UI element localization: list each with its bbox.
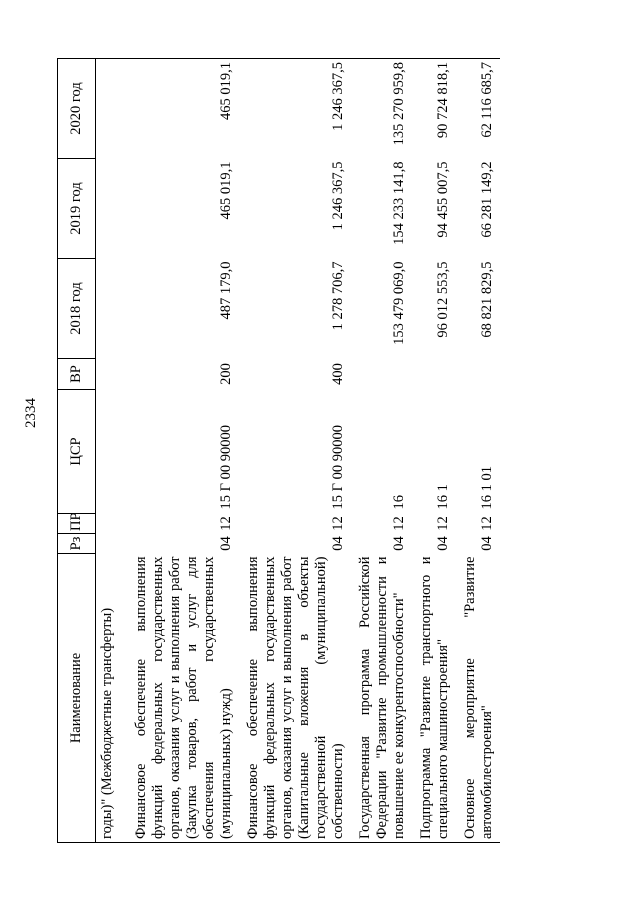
table-row [456, 59, 500, 843]
header-rz: Рз [58, 534, 96, 554]
row-2018: 68 821 829,5 [479, 261, 495, 338]
row-2018: 1 278 706,7 [330, 261, 346, 331]
table-row [127, 59, 239, 843]
table-header-row [58, 59, 96, 843]
row-2019 [96, 159, 128, 259]
header-name: Наименование [58, 554, 96, 843]
budget-table [57, 58, 500, 843]
row-vr: 400 [330, 363, 346, 385]
row-pr: 12 [330, 516, 346, 531]
row-2019: 154 233 141,8 [391, 161, 407, 245]
header-2020: 2020 год [58, 59, 96, 159]
row-name: Государственная программа Российской Федерации "Развитие промышленности и повышение ее конкурентоспособности" [351, 554, 412, 843]
row-rz [96, 534, 128, 554]
row-vr [351, 359, 412, 390]
rotated-page-content [57, 59, 607, 843]
row-2020: 1 246 367,5 [239, 59, 351, 159]
row-rz: 04 [218, 536, 234, 551]
row-vr [456, 359, 500, 390]
row-2019: 66 281 149,2 [479, 161, 495, 238]
row-rz: 04 [435, 536, 451, 551]
row-name: Финансовое обеспечение выполнения функций федеральных государственных органов, оказания услуг и выполнения работ (Закупка товаров, работ и услуг для обеспечения государственных (муниципальных) нужд) [127, 554, 239, 843]
header-2019: 2019 год [58, 159, 96, 259]
row-rz: 04 [391, 536, 407, 551]
row-name: годы)" (Межбюджетные трансферты) [96, 554, 128, 843]
table-row [412, 59, 456, 843]
row-2019: 465 019,1 [218, 161, 234, 220]
row-2018: 96 012 553,5 [435, 261, 451, 338]
row-csr [96, 390, 128, 514]
row-rz: 04 [330, 536, 346, 551]
row-2020: 62 116 685,7 [456, 59, 500, 159]
row-csr: 16 1 [435, 484, 451, 510]
row-rz: 04 [479, 536, 495, 551]
row-name: Подпрограмма "Развитие транспортного и специального машиностроения" [412, 554, 456, 843]
row-pr: 12 [218, 516, 234, 531]
row-2020: 465 019,1 [127, 59, 239, 159]
table-row [96, 59, 128, 843]
row-2018 [96, 259, 128, 359]
row-csr: 15 Г 00 90000 [218, 424, 234, 510]
row-pr: 12 [435, 516, 451, 531]
row-name: Основное мероприятие "Развитие автомобилестроения" [456, 554, 500, 843]
row-2020: 90 724 818,1 [412, 59, 456, 159]
table-row [351, 59, 412, 843]
row-name: Финансовое обеспечение выполнения функций федеральных государственных органов, оказания услуг и выполнения работ (Капитальные вложения в объекты государственной (муниципальной) собственности) [239, 554, 351, 843]
header-vr: ВР [58, 359, 96, 390]
table-row [239, 59, 351, 843]
header-2018: 2018 год [58, 259, 96, 359]
row-csr: 15 Г 00 90000 [330, 424, 346, 510]
row-vr: 200 [218, 363, 234, 385]
header-csr: ЦСР [58, 390, 96, 514]
row-2019: 94 455 007,5 [435, 161, 451, 238]
row-vr [412, 359, 456, 390]
row-vr [96, 359, 128, 390]
row-pr [96, 514, 128, 534]
row-csr: 16 [391, 495, 407, 510]
row-csr: 16 1 01 [479, 466, 495, 510]
row-pr: 12 [391, 516, 407, 531]
row-2020: 135 270 959,8 [351, 59, 412, 159]
row-2018: 153 479 069,0 [391, 261, 407, 345]
row-pr: 12 [479, 516, 495, 531]
page-number: 2334 [23, 398, 39, 428]
row-2020 [96, 59, 128, 159]
row-2019: 1 246 367,5 [330, 161, 346, 231]
header-pr: ПР [58, 514, 96, 534]
row-2018: 487 179,0 [218, 261, 234, 320]
